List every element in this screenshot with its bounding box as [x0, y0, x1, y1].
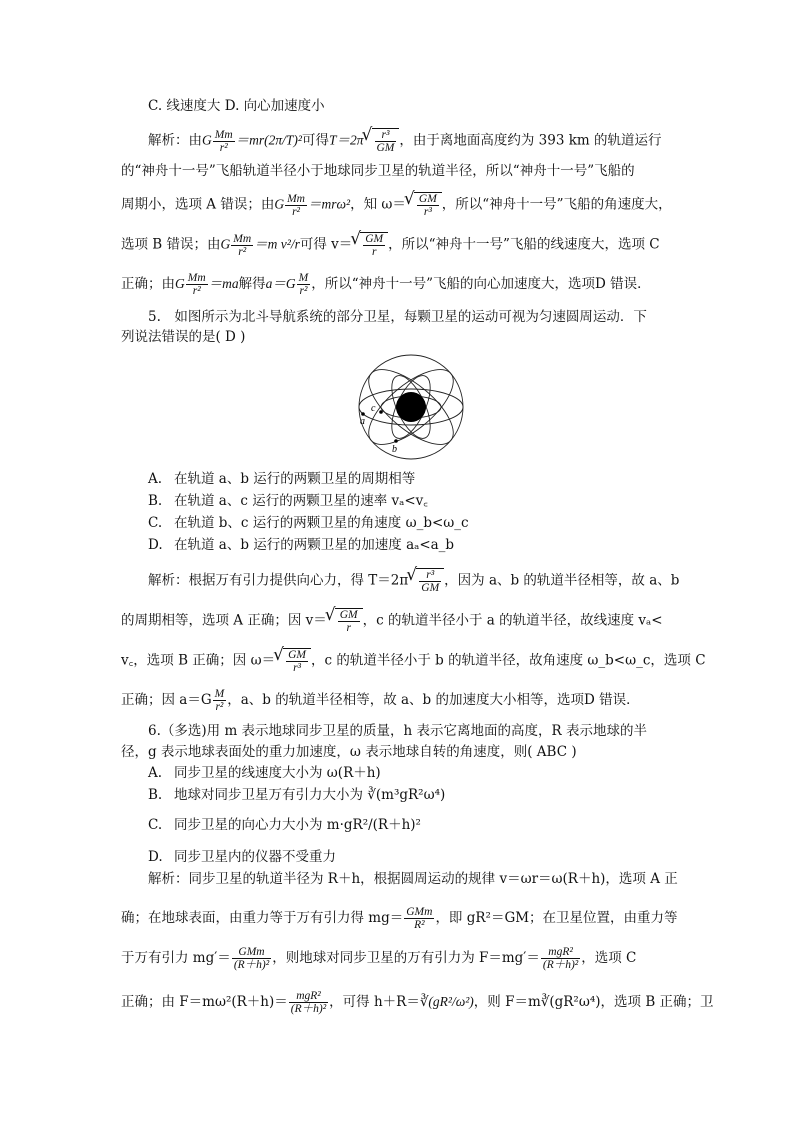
q5-analysis-line3: v꜀，选项 B 正确；因 ω＝ √ $\frac{GM}{\text{r³}}$ ，c 的轨道半径小于 b 的轨道半径，故角速度 ω_b<ω_c，选项 C	[121, 648, 681, 674]
q6-analysis-line1: 解析：同步卫星的轨道半径为 R＋h，根据圆周运动的规律 v＝ωr＝ω(R＋h)，选项 A 正	[148, 871, 678, 887]
q5-analysis-line1: 解析：根据万有引力提供向心力，得 T＝2π √ $\frac{\text{r³}}{GM}$ ，因为 a、b 的轨道半径相等，故 a、b	[148, 568, 708, 594]
q5-analysis-line2: 的周期相等，选项 A 正确；因 v＝ √ $\frac{GM}{r}$ ，c 的轨道半径小于 a 的轨道半径，故线速度 vₐ<	[121, 608, 681, 634]
satellite-orbits-figure	[348, 352, 474, 462]
q5-stem-line2: 列说法错误的是( D )	[121, 329, 246, 345]
q6-option-d: D. 同步卫星内的仪器不受重力	[148, 849, 336, 865]
q6-option-b: B. 地球对同步卫星万有引力大小为 ∛(m³gR²ω⁴)	[148, 787, 446, 803]
label-b: b	[392, 444, 397, 455]
q5-option-b: B. 在轨道 a、c 运行的两颗卫星的速率 vₐ<v꜀	[148, 493, 428, 509]
q6-option-c: C. 同步卫星的向心力大小为 m·gR²/(R＋h)²	[148, 817, 421, 833]
q5-option-c: C. 在轨道 b、c 运行的两颗卫星的角速度 ω_b<ω_c	[148, 515, 469, 531]
q4-options-cd: C. 线速度大 D. 向心加速度小	[148, 98, 325, 114]
q5-option-a: A. 在轨道 a、b 运行的两颗卫星的周期相等	[148, 471, 416, 487]
label-a: a	[360, 416, 365, 427]
q4-analysis-line1: 解析：由G $\frac{Mm}{\text{r²}}$ ＝mr(2π/T)²可得T＝2π √ $\frac{\text{r³}}{GM}$ ，由于离地面高度约为 393 km 的轨道运行	[148, 128, 708, 154]
q5-stem-line1: 5. 如图所示为北斗导航系统的部分卫星，每颗卫星的运动可视为匀速圆周运动．下	[148, 309, 647, 325]
label-c: c	[371, 403, 376, 414]
q6-stem-line1: 6.（多选)用 m 表示地球同步卫星的质量，h 表示它离地面的高度，R 表示地球的半	[148, 723, 647, 739]
q4-analysis-line2: 的“神舟十一号”飞船轨道半径小于地球同步卫星的轨道半径，所以“神舟十一号”飞船的	[121, 163, 635, 179]
q5-analysis-line4: 正确；因 a＝G $\frac{M}{\text{r²}}$ ，a、b 的轨道半径相等，故 a、b 的加速度大小相等，选项D 错误．	[121, 688, 640, 713]
earth	[396, 392, 426, 422]
q4-analysis-line3: 周期小，选项 A 错误；由G $\frac{Mm}{\text{r²}}$ ＝mrω²，知 ω＝ √ $\frac{GM}{\text{r³}}$ ，所以“神舟十一号”飞船的角速度大，	[121, 192, 681, 218]
satellite-c	[379, 410, 383, 414]
q5-option-d: D. 在轨道 a、b 运行的两颗卫星的加速度 aₐ<a_b	[148, 537, 455, 553]
q6-stem-line2: 径，g 表示地球表面处的重力加速度，ω 表示地球自转的角速度，则( ABC )	[121, 744, 577, 760]
q4-analysis-line5: 正确；由G $\frac{Mm}{\text{r²}}$ ＝ma解得a＝G $\frac{M}{\text{r²}}$ ，所以“神舟十一号”飞船的向心加速度大，选项D 错误．	[121, 272, 651, 297]
q4-analysis-line4: 选项 B 错误；由G $\frac{Mm}{\text{r²}}$ ＝m v²/r可得 v＝ √ $\frac{GM}{r}$ ，所以“神舟十一号”飞船的线速度大，选项 C	[121, 232, 681, 258]
q6-option-a: A. 同步卫星的线速度大小为 ω(R＋h)	[148, 765, 381, 781]
satellite-b	[394, 439, 398, 443]
q6-analysis-line3: 于万有引力 mg′＝ $\frac{\text{GMm}}{\text{(R＋h)²}}$ ，则地球对同步卫星的万有引力为 F＝mg′＝ $\frac{\text{mgR²}}{\text{(R＋h)²}}$ ，选项 C	[121, 946, 637, 971]
q6-analysis-line2: 确；在地球表面，由重力等于万有引力得 mg＝ $\frac{\text{GMm}}{\text{R²}}$ ，即 gR²＝GM；在卫星位置，由重力等	[121, 906, 678, 931]
q6-analysis-line4: 正确；由 F＝mω²(R＋h)＝ $\frac{\text{mgR²}}{\text{(R＋h)²}}$ ，可得 h＋R＝∛(gR²/ω²)，则 F＝m∛(gR²ω⁴)，选项 B 正确；卫	[121, 990, 714, 1015]
